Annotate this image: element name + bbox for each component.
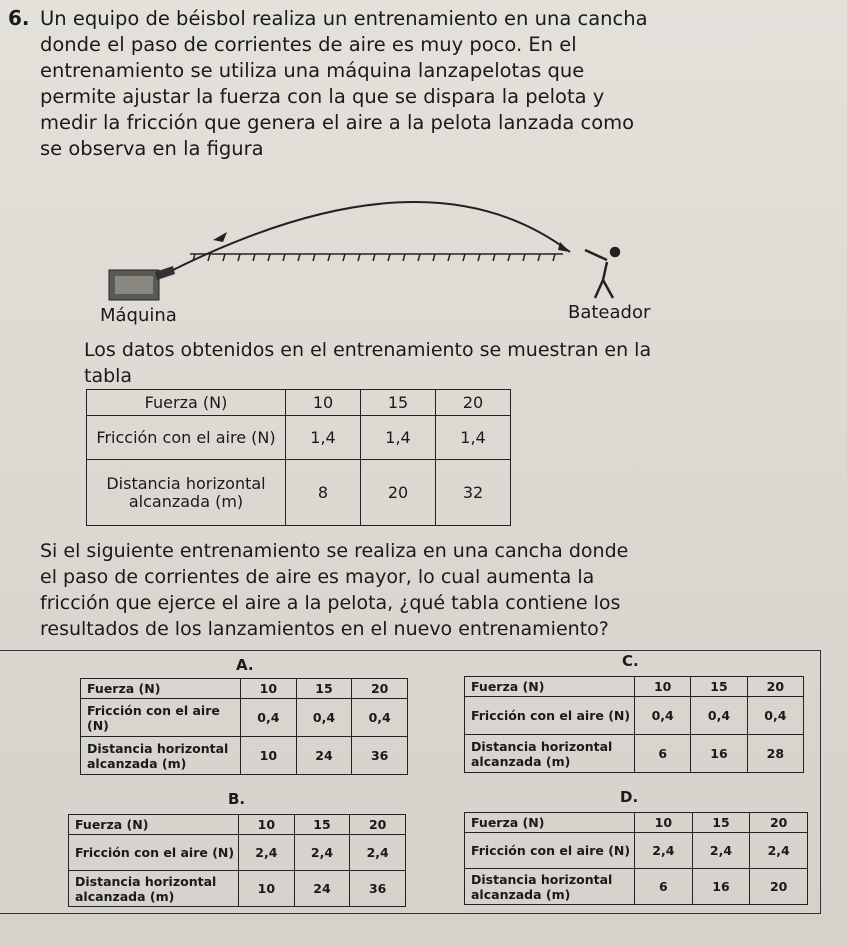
option-d-table[interactable] — [464, 812, 808, 905]
table-cell: 15 — [296, 679, 352, 699]
row-label: Fricción con el aire (N) — [69, 835, 239, 871]
question-line: Si el siguiente entrenamiento se realiza en una cancha donde — [40, 540, 629, 562]
intro-line: tabla — [84, 365, 133, 387]
statement-line: permite ajustar la fuerza con la que se dispara la pelota y — [40, 85, 605, 108]
table-cell: 0,4 — [691, 697, 747, 735]
statement-line: Un equipo de béisbol realiza un entrenamiento en una cancha — [40, 7, 648, 30]
table-cell: 20 — [361, 460, 436, 526]
table-row — [87, 460, 511, 526]
row-label: Fricción con el aire (N) — [465, 697, 635, 735]
results-table — [86, 389, 511, 526]
table-cell: 15 — [361, 390, 436, 416]
table-row — [465, 677, 804, 697]
machine-label: Máquina — [100, 305, 177, 326]
table-cell: 20 — [750, 869, 808, 905]
question-line: el paso de corrientes de aire es mayor, lo cual aumenta la — [40, 566, 595, 588]
table-cell: 10 — [286, 390, 361, 416]
option-a-table[interactable] — [80, 678, 408, 775]
table-cell: 10 — [241, 679, 297, 699]
question-text — [40, 538, 820, 642]
statement-line: donde el paso de corrientes de aire es muy poco. En el — [40, 33, 577, 56]
row-label: Fricción con el aire (N) — [87, 416, 286, 460]
table-cell: 15 — [692, 813, 750, 833]
table-row — [465, 735, 804, 773]
row-label: Distancia horizontal alcanzada (m) — [81, 737, 241, 775]
option-d-letter[interactable]: D. — [620, 788, 639, 806]
table-cell: 6 — [635, 869, 693, 905]
option-b-table[interactable] — [68, 814, 406, 907]
trajectory-arrow-2 — [558, 242, 570, 252]
statement-line: entrenamiento se utiliza una máquina lanzapelotas que — [40, 59, 585, 82]
statement-line: medir la fricción que genera el aire a la pelota lanzada como — [40, 111, 635, 134]
intro-text — [84, 337, 784, 389]
question-line: fricción que ejerce el aire a la pelota, ¿qué tabla contiene los — [40, 592, 621, 614]
row-label: Fuerza (N) — [465, 677, 635, 697]
table-cell: 1,4 — [361, 416, 436, 460]
table-cell: 0,4 — [296, 699, 352, 737]
table-row — [69, 815, 406, 835]
table-cell: 0,4 — [241, 699, 297, 737]
table-row — [81, 737, 408, 775]
table-cell: 10 — [635, 813, 693, 833]
row-label: Fuerza (N) — [465, 813, 635, 833]
table-cell: 24 — [294, 871, 350, 907]
table-cell: 2,4 — [750, 833, 808, 869]
table-cell: 2,4 — [692, 833, 750, 869]
table-cell: 24 — [296, 737, 352, 775]
table-cell: 20 — [436, 390, 511, 416]
statement-line: se observa en la figura — [40, 137, 264, 160]
table-cell: 0,4 — [747, 697, 803, 735]
table-cell: 16 — [692, 869, 750, 905]
table-cell: 15 — [691, 677, 747, 697]
row-label: Distancia horizontal alcanzada (m) — [69, 871, 239, 907]
trajectory-arrow-1 — [213, 232, 227, 242]
question-line: resultados de los lanzamientos en el nuevo entrenamiento? — [40, 618, 609, 640]
table-cell: 20 — [352, 679, 408, 699]
table-cell: 20 — [350, 815, 406, 835]
row-label: Distancia horizontal alcanzada (m) — [465, 735, 635, 773]
table-row — [81, 699, 408, 737]
table-cell: 1,4 — [286, 416, 361, 460]
table-cell: 15 — [294, 815, 350, 835]
intro-line: Los datos obtenidos en el entrenamiento se muestran en la — [84, 339, 652, 361]
table-row — [87, 416, 511, 460]
table-cell: 0,4 — [352, 699, 408, 737]
pitching-machine-icon — [109, 266, 175, 300]
option-b-letter[interactable]: B. — [228, 790, 246, 808]
row-label: Fuerza (N) — [81, 679, 241, 699]
option-a-letter[interactable]: A. — [236, 656, 254, 674]
table-cell: 8 — [286, 460, 361, 526]
table-cell: 10 — [239, 815, 295, 835]
table-row — [69, 835, 406, 871]
table-cell: 2,4 — [350, 835, 406, 871]
table-cell: 36 — [352, 737, 408, 775]
table-cell: 10 — [239, 871, 295, 907]
table-row — [69, 871, 406, 907]
trajectory-diagram — [95, 182, 715, 312]
ball-trajectory — [165, 202, 570, 274]
table-row — [87, 390, 511, 416]
row-label: Fuerza (N) — [87, 390, 286, 416]
table-cell: 2,4 — [635, 833, 693, 869]
table-cell: 10 — [635, 677, 691, 697]
table-cell: 10 — [241, 737, 297, 775]
row-label: Fricción con el aire (N) — [81, 699, 241, 737]
row-label: Fuerza (N) — [69, 815, 239, 835]
table-row — [465, 813, 808, 833]
ground-line — [190, 254, 563, 261]
table-row — [465, 697, 804, 735]
table-row — [465, 833, 808, 869]
table-cell: 28 — [747, 735, 803, 773]
table-cell: 0,4 — [635, 697, 691, 735]
table-cell: 36 — [350, 871, 406, 907]
table-cell: 6 — [635, 735, 691, 773]
problem-statement — [40, 6, 810, 162]
batter-icon — [585, 248, 619, 298]
table-cell: 32 — [436, 460, 511, 526]
table-cell: 2,4 — [239, 835, 295, 871]
table-row — [465, 869, 808, 905]
row-label: Fricción con el aire (N) — [465, 833, 635, 869]
question-number: 6. — [8, 6, 30, 30]
table-cell: 16 — [691, 735, 747, 773]
option-c-table[interactable] — [464, 676, 804, 773]
table-cell: 2,4 — [294, 835, 350, 871]
table-cell: 1,4 — [436, 416, 511, 460]
row-label: Distancia horizontal alcanzada (m) — [87, 460, 286, 526]
option-c-letter[interactable]: C. — [622, 652, 639, 670]
batter-label: Bateador — [568, 302, 651, 323]
table-cell: 20 — [747, 677, 803, 697]
row-label: Distancia horizontal alcanzada (m) — [465, 869, 635, 905]
table-row — [81, 679, 408, 699]
table-cell: 20 — [750, 813, 808, 833]
